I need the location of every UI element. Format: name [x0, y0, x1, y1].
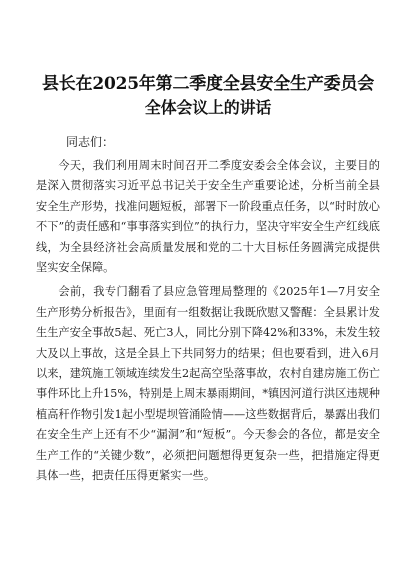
body-paragraph-2: 会前，我专门翻看了县应急管理局整理的《2025年1—7月安全生产形势分析报告》，里面有一组数据让我既欣慰又警醒：全县累计发生生产安全事故5起、死亡3人，同比分别下降42%和33%，未发生较大及以上事故，这是全县上下共同努力的结果；但也要看到，进入6月以来，建筑施工领域连续发生2起高空坠落事故，农村自建房施工伤亡事件环比上升15%，特别是上周末暴雨期间，*镇因河道行洪区违规种植高秆作物引发1起小型堤坝管涌险情——这些数据背后，暴露出我们在安全生产上还有不少“漏洞”和“短板”。今天参会的各位，都是安全生产工作的“关键少数”，必须把问题想得更复杂一些，把措施定得更具体一些，把责任压得更紧实一些。	[36, 285, 380, 483]
greeting: 同志们：	[66, 135, 115, 149]
document-title	[36, 72, 380, 120]
title-line-2: 全体会议上的讲话	[144, 98, 272, 117]
title-line-1: 县长在2025年第二季度全县安全生产委员会	[41, 74, 375, 94]
body-paragraph-1: 今天，我们利用周末时间召开二季度安委会全体会议，主要目的是深入贯彻落实习近平总书记关于安全生产重要论述，分析当前全县安全生产形势，找准问题短板，部署下一阶段重点任务，以“时时放心不下”的责任感和“事事落实到位”的执行力，坚决守牢安全生产红线底线，为全县经济社会高质量发展和党的二十大目标任务圆满完成提供坚实安全保障。	[36, 159, 380, 275]
